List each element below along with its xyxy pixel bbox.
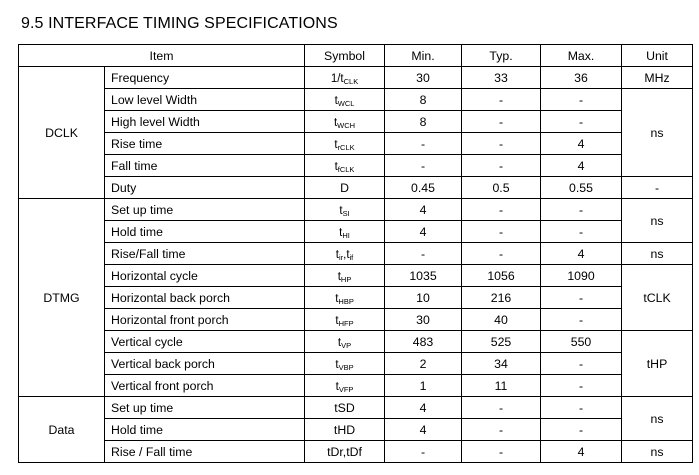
symbol-subscript: WCL — [337, 98, 355, 108]
symbol-cell — [305, 419, 385, 441]
max-cell: 4 — [541, 133, 622, 155]
item-cell: Set up time — [105, 199, 305, 221]
typ-cell: - — [462, 243, 541, 265]
symbol-subscript: rCLK — [337, 142, 355, 152]
symbol-cell — [305, 397, 385, 419]
table-row — [19, 111, 693, 133]
max-cell: - — [541, 221, 622, 243]
typ-cell: 0.5 — [462, 177, 541, 199]
item-cell: Fall time — [105, 155, 305, 177]
item-cell: Frequency — [105, 67, 305, 89]
unit-duty: - — [622, 177, 693, 199]
table-row — [19, 221, 693, 243]
unit-dtmg-risefall: ns — [622, 243, 693, 265]
symbol-base: t — [337, 336, 342, 349]
typ-cell: - — [462, 155, 541, 177]
symbol-subscript-2: if — [349, 252, 354, 262]
table-row — [19, 67, 693, 89]
symbol-cell — [305, 111, 385, 133]
min-cell: 1035 — [385, 265, 462, 287]
symbol-cell — [305, 331, 385, 353]
symbol-base: t — [335, 248, 339, 261]
min-cell: - — [385, 441, 462, 463]
table-row — [19, 89, 693, 111]
typ-cell: 216 — [462, 287, 541, 309]
group-dclk: DCLK — [19, 67, 105, 199]
typ-cell: - — [462, 221, 541, 243]
table-row — [19, 419, 693, 441]
table-row — [19, 155, 693, 177]
symbol-subscript: HFP — [338, 318, 354, 328]
group-dtmg: DTMG — [19, 199, 105, 397]
min-cell: 10 — [385, 287, 462, 309]
symbol-cell — [305, 353, 385, 375]
typ-cell: - — [462, 419, 541, 441]
symbol-cell — [305, 89, 385, 111]
symbol-base: 1/t — [330, 72, 344, 85]
symbol-base: t — [333, 116, 338, 129]
max-cell: - — [541, 89, 622, 111]
symbol-base-2: ,t — [343, 248, 350, 261]
symbol-subscript: VBP — [338, 362, 354, 372]
item-cell: Rise time — [105, 133, 305, 155]
typ-cell: - — [462, 133, 541, 155]
symbol-cell — [305, 221, 385, 243]
min-cell: 4 — [385, 199, 462, 221]
symbol-base: tHD — [333, 422, 356, 437]
symbol-base: t — [335, 314, 339, 327]
item-cell: Horizontal back porch — [105, 287, 305, 309]
unit-dclk-ns: ns — [622, 89, 693, 177]
typ-cell: - — [462, 441, 541, 463]
max-cell: 1090 — [541, 265, 622, 287]
max-cell: - — [541, 397, 622, 419]
symbol-cell — [305, 243, 385, 265]
symbol-base: t — [339, 226, 343, 239]
max-cell: - — [541, 309, 622, 331]
min-cell: 4 — [385, 397, 462, 419]
item-cell: Vertical front porch — [105, 375, 305, 397]
min-cell: 8 — [385, 89, 462, 111]
typ-cell: - — [462, 199, 541, 221]
unit-frequency: MHz — [622, 67, 693, 89]
symbol-base: t — [334, 94, 338, 107]
header-item: Item — [19, 45, 305, 67]
unit-dtmg-setup-hold: ns — [622, 199, 693, 243]
symbol-subscript: fCLK — [337, 164, 355, 174]
item-cell: Rise / Fall time — [105, 441, 305, 463]
symbol-cell — [305, 155, 385, 177]
max-cell: 0.55 — [541, 177, 622, 199]
item-cell: Hold time — [105, 221, 305, 243]
timing-spec-table — [18, 44, 693, 463]
symbol-base: t — [334, 160, 338, 173]
header-typ: Typ. — [462, 45, 541, 67]
symbol-subscript: CLK — [343, 76, 359, 86]
typ-cell: 525 — [462, 331, 541, 353]
table-row — [19, 353, 693, 375]
unit-tclk: tCLK — [622, 265, 693, 331]
typ-cell: 34 — [462, 353, 541, 375]
min-cell: 1 — [385, 375, 462, 397]
item-cell: Hold time — [105, 419, 305, 441]
symbol-base: tSD — [334, 400, 355, 415]
unit-thp: tHP — [622, 331, 693, 397]
item-cell: Set up time — [105, 397, 305, 419]
table-row — [19, 397, 693, 419]
typ-cell: 11 — [462, 375, 541, 397]
table-row — [19, 287, 693, 309]
table-row — [19, 199, 693, 221]
header-unit: Unit — [622, 45, 693, 67]
table-row — [19, 375, 693, 397]
symbol-subscript: SI — [342, 208, 350, 218]
typ-cell: 33 — [462, 67, 541, 89]
table-row — [19, 331, 693, 353]
max-cell: - — [541, 287, 622, 309]
header-row — [19, 45, 693, 67]
symbol-subscript: VFP — [338, 384, 354, 394]
header-max: Max. — [541, 45, 622, 67]
typ-cell: 40 — [462, 309, 541, 331]
table-row — [19, 265, 693, 287]
min-cell: 483 — [385, 331, 462, 353]
max-cell: - — [541, 199, 622, 221]
max-cell: 4 — [541, 155, 622, 177]
item-cell: Low level Width — [105, 89, 305, 111]
min-cell: 8 — [385, 111, 462, 133]
symbol-subscript: HI — [342, 230, 350, 240]
symbol-base: t — [339, 204, 343, 217]
symbol-cell — [305, 375, 385, 397]
symbol-subscript: ir — [338, 252, 344, 262]
item-cell: Vertical back porch — [105, 353, 305, 375]
min-cell: 30 — [385, 309, 462, 331]
symbol-base: t — [335, 358, 339, 371]
symbol-cell — [305, 309, 385, 331]
min-cell: - — [385, 155, 462, 177]
table-row — [19, 133, 693, 155]
symbol-cell — [305, 265, 385, 287]
symbol-subscript: HP — [340, 274, 352, 284]
symbol-subscript: VP — [341, 340, 352, 350]
max-cell: 4 — [541, 441, 622, 463]
header-symbol: Symbol — [305, 45, 385, 67]
typ-cell: - — [462, 111, 541, 133]
table-row — [19, 309, 693, 331]
table-row — [19, 441, 693, 463]
item-cell: Horizontal front porch — [105, 309, 305, 331]
min-cell: 4 — [385, 419, 462, 441]
symbol-base: t — [334, 138, 338, 151]
unit-data-risefall: ns — [622, 441, 693, 463]
symbol-base: t — [335, 292, 339, 305]
max-cell: 36 — [541, 67, 622, 89]
unit-data-setup-hold: ns — [622, 397, 693, 441]
symbol-cell — [305, 199, 385, 221]
table-row — [19, 243, 693, 265]
max-cell: - — [541, 111, 622, 133]
symbol-base: t — [337, 270, 341, 283]
section-title: 9.5 INTERFACE TIMING SPECIFICATIONS — [21, 15, 338, 32]
symbol-subscript: HBP — [338, 296, 354, 306]
item-cell: Horizontal cycle — [105, 265, 305, 287]
symbol-cell — [305, 67, 385, 89]
min-cell: 4 — [385, 221, 462, 243]
table-row — [19, 177, 693, 199]
typ-cell: - — [462, 89, 541, 111]
symbol-base: t — [335, 380, 339, 393]
item-cell: Duty — [105, 177, 305, 199]
max-cell: 4 — [541, 243, 622, 265]
header-min: Min. — [385, 45, 462, 67]
symbol-subscript: WCH — [337, 120, 356, 130]
symbol-cell — [305, 287, 385, 309]
min-cell: 2 — [385, 353, 462, 375]
symbol-base: tDr,tDf — [327, 444, 362, 459]
min-cell: - — [385, 133, 462, 155]
symbol-base: D — [340, 180, 349, 195]
item-cell: Vertical cycle — [105, 331, 305, 353]
symbol-cell — [305, 441, 385, 463]
group-data: Data — [19, 397, 105, 463]
typ-cell: - — [462, 397, 541, 419]
max-cell: 550 — [541, 331, 622, 353]
min-cell: 0.45 — [385, 177, 462, 199]
max-cell: - — [541, 353, 622, 375]
min-cell: - — [385, 243, 462, 265]
item-cell: High level Width — [105, 111, 305, 133]
min-cell: 30 — [385, 67, 462, 89]
symbol-cell — [305, 133, 385, 155]
symbol-cell — [305, 177, 385, 199]
max-cell: - — [541, 419, 622, 441]
max-cell: - — [541, 375, 622, 397]
typ-cell: 1056 — [462, 265, 541, 287]
item-cell: Rise/Fall time — [105, 243, 305, 265]
